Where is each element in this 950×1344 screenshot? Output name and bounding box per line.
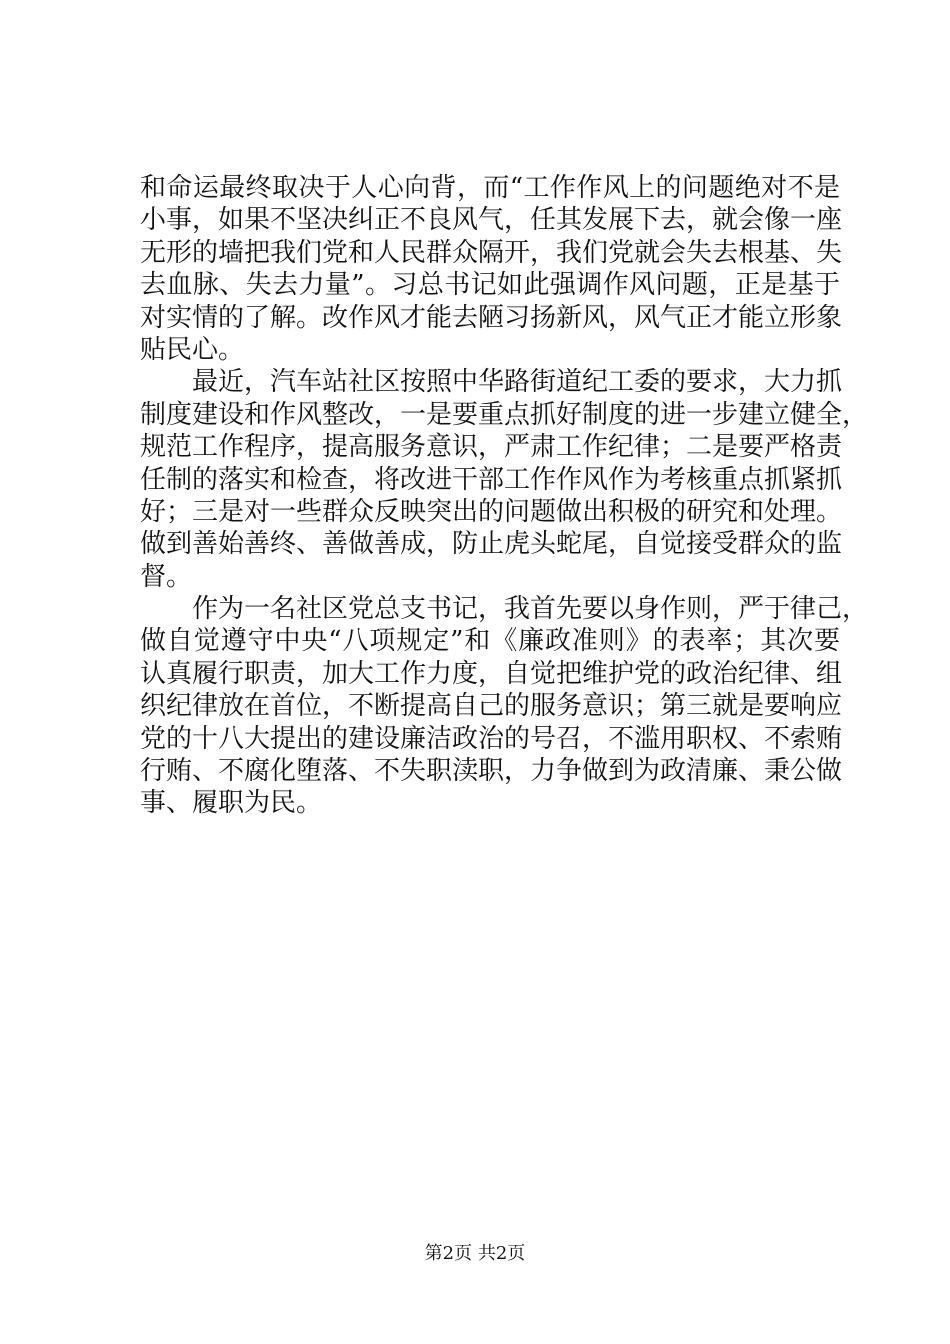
body-text [140, 172, 869, 820]
text-line: 对实情的了解。改作风才能去陋习扬新风，风气正才能立形象 [140, 302, 843, 333]
paragraph-start-line: 作为一名社区党总支书记，我首先要以身作则，严于律己， [192, 594, 869, 625]
text-line: 织纪律放在首位，不断提高自己的服务意识；第三就是要响应 [140, 691, 843, 722]
text-line: 制度建设和作风整改，一是要重点抓好制度的进一步建立健全， [140, 399, 869, 430]
text-line: 贴民心。 [140, 334, 245, 365]
page-footer: 第2页 共2页 [424, 1243, 526, 1264]
text-line: 做到善始善终、善做善成，防止虎头蛇尾，自觉接受群众的监 [140, 529, 843, 560]
text-line: 认真履行职责，加大工作力度，自觉把维护党的政治纪律、组 [140, 658, 843, 689]
text-line: 和命运最终取决于人心向背，而“工作作风上的问题绝对不是 [140, 173, 840, 203]
text-line: 去血脉、失去力量”。习总书记如此强调作风问题，正是基于 [140, 270, 840, 301]
text-line: 小事，如果不坚决纠正不良风气，任其发展下去，就会像一座 [140, 205, 843, 236]
text-line: 党的十八大提出的建设廉洁政治的号召，不滥用职权、不索贿 [140, 723, 843, 754]
text-line: 任制的落实和检查，将改进干部工作作风作为考核重点抓紧抓 [140, 464, 843, 495]
text-line: 无形的墙把我们党和人民群众隔开，我们党就会失去根基、失 [140, 237, 843, 268]
text-line: 做自觉遵守中央“八项规定”和《廉政准则》的表率；其次要 [140, 626, 840, 657]
text-line: 事、履职为民。 [140, 788, 323, 819]
text-line: 行贿、不腐化堕落、不失职渎职，力争做到为政清廉、秉公做 [140, 756, 843, 787]
text-line: 督。 [140, 561, 193, 592]
text-line: 规范工作程序，提高服务意识，严肃工作纪律；二是要严格责 [140, 432, 843, 463]
text-line: 好；三是对一些群众反映突出的问题做出积极的研究和处理。 [140, 496, 843, 527]
paragraph-start-line: 最近，汽车站社区按照中华路街道纪工委的要求，大力抓 [192, 367, 843, 398]
